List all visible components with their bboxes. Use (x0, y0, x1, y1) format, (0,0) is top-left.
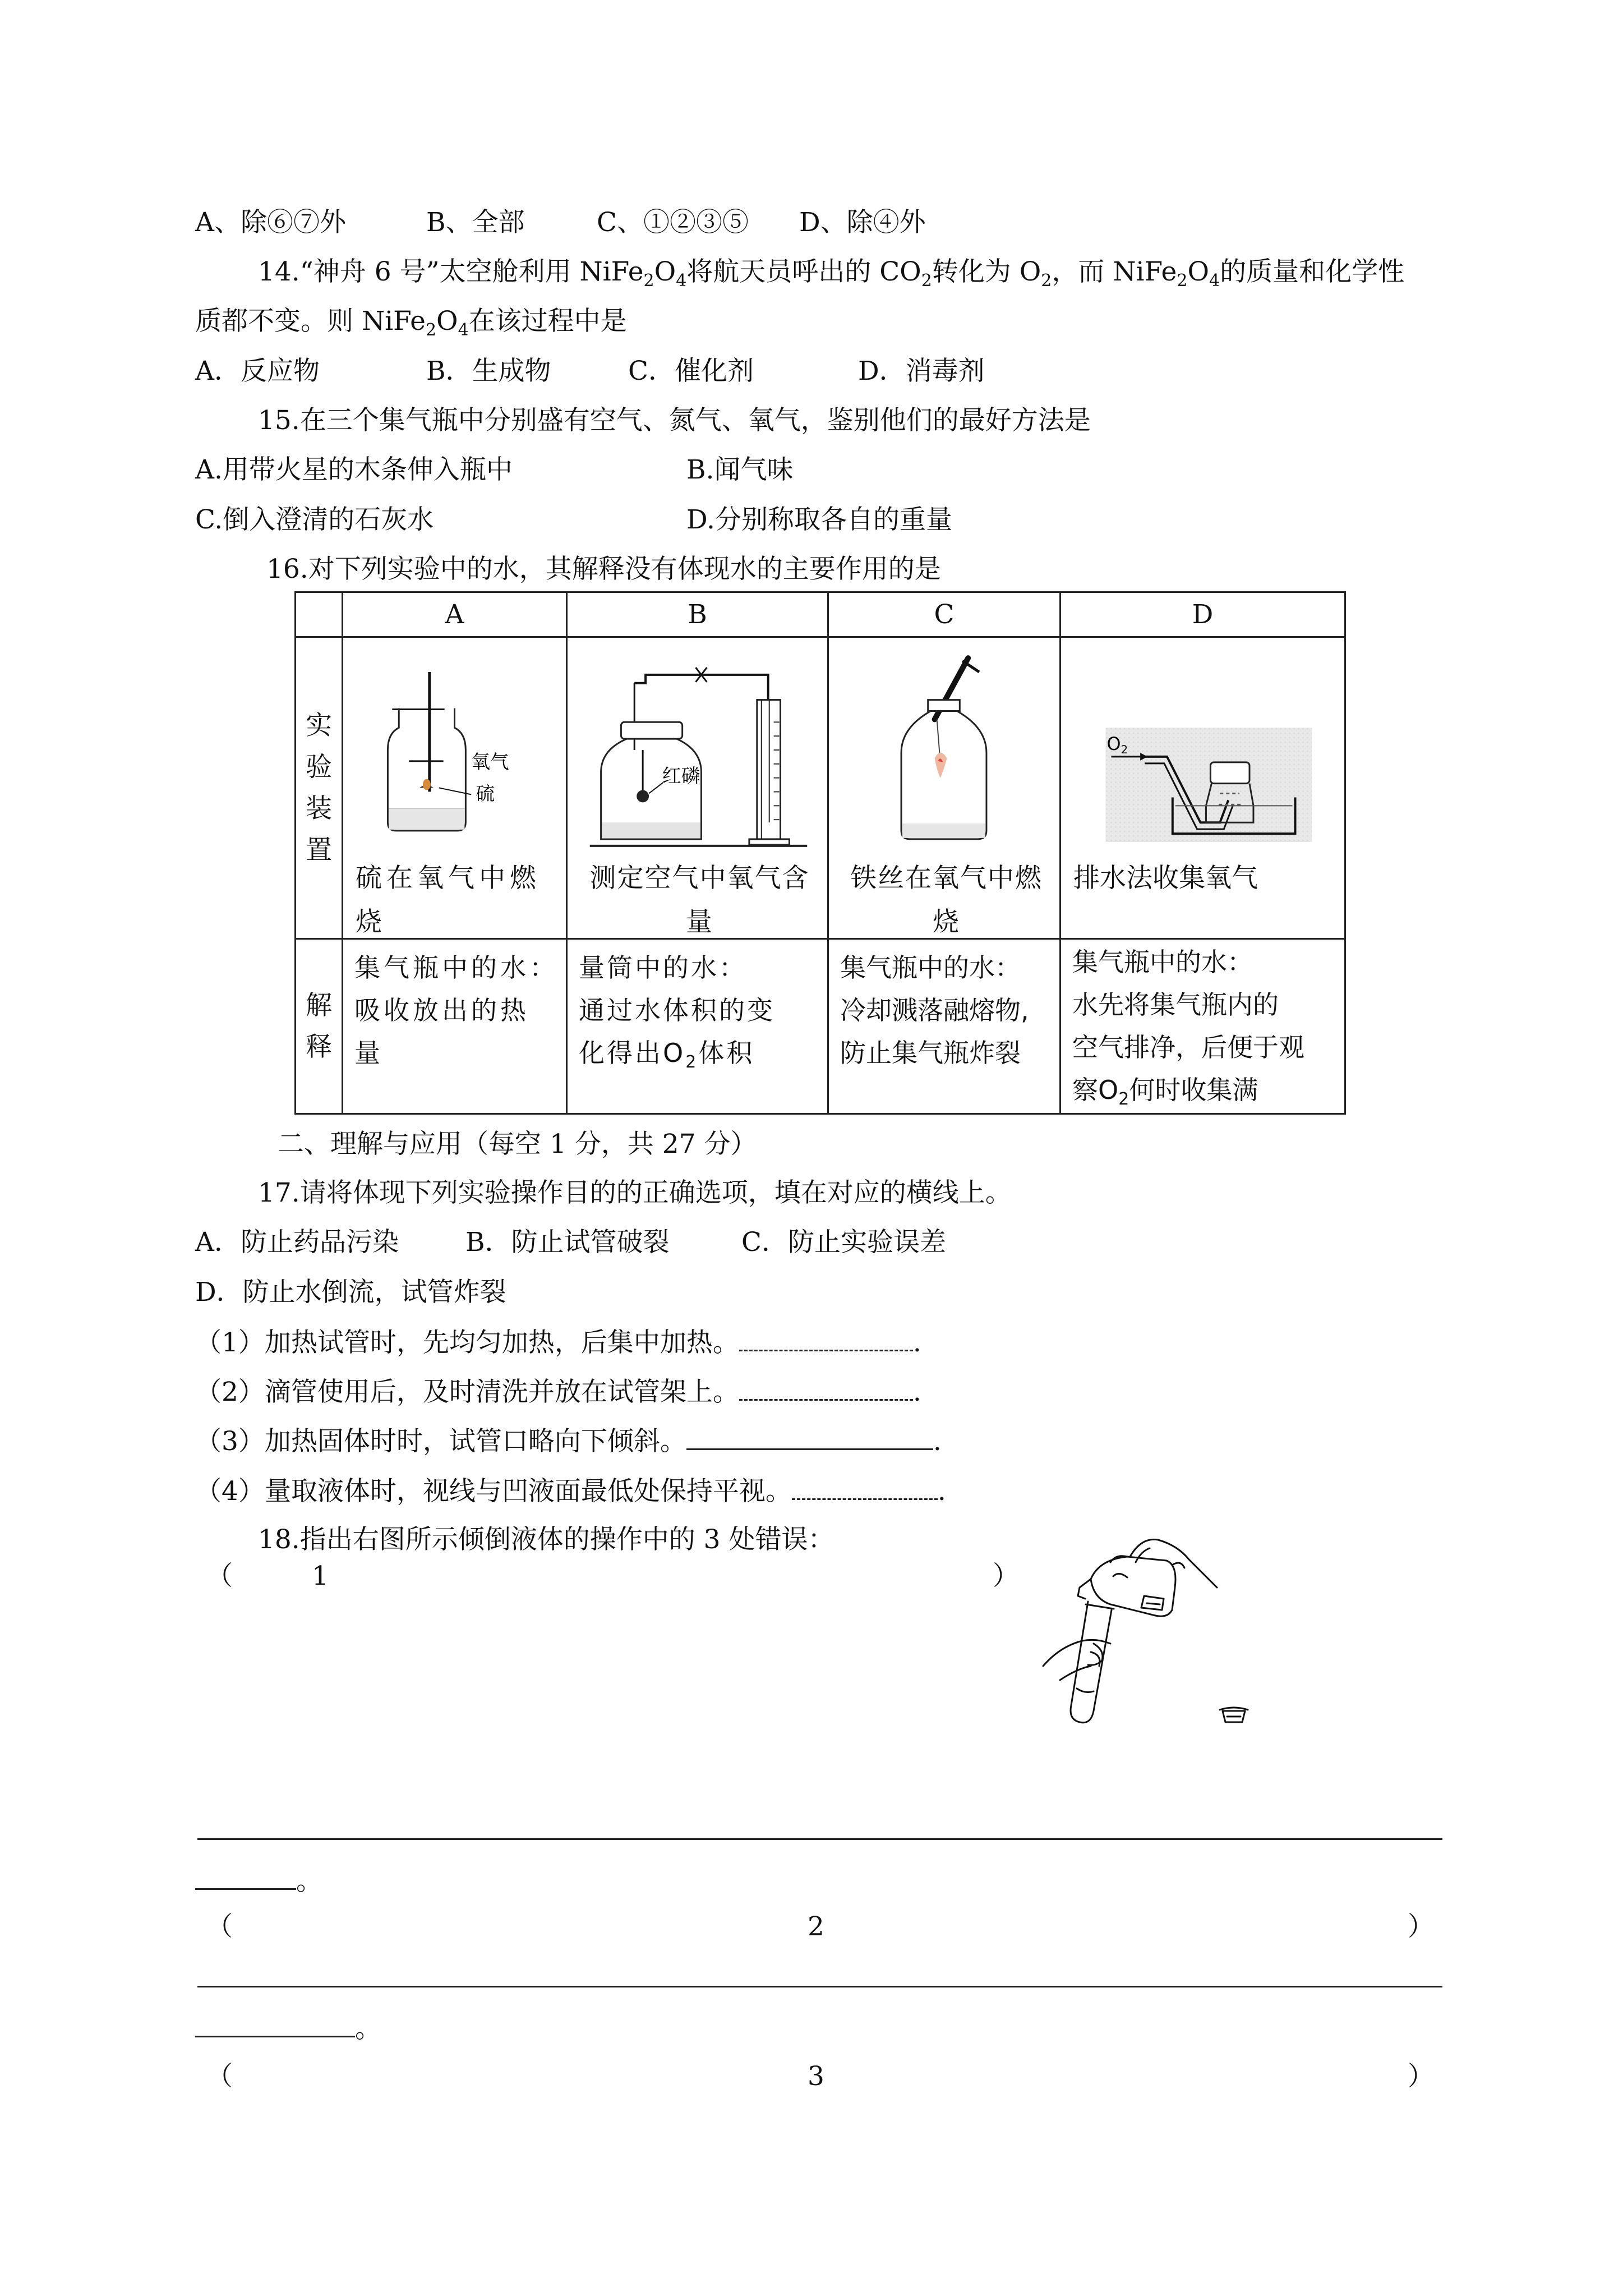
oxygen-label: 氧气 (471, 751, 509, 773)
q16-caption-b: 测定空气中氧气含量 (589, 863, 810, 937)
q16-caption-d: 排水法收集氧气 (1073, 863, 1258, 894)
q15-option-a: A.用带火星的木条伸入瓶中 (195, 454, 513, 485)
q17-blank-4[interactable] (792, 1474, 938, 1500)
q16-stem: 16.对下列实验中的水，其解释没有体现水的主要作用的是 (266, 554, 941, 585)
q18-blank-1-open: （ (206, 1561, 233, 1591)
q15-option-c: C.倒入澄清的石灰水 (195, 504, 434, 535)
q15-option-d: D.分别称取各自的重量 (686, 504, 952, 535)
q18-blank-1-number: 1 (312, 1561, 329, 1591)
q16-explain-a: 集气瓶中的水： 吸收放出的热 量 (343, 939, 567, 1114)
sulfur-combustion-apparatus (343, 638, 566, 857)
sulfur-label: 硫 (476, 783, 495, 805)
q18-blank-2-open: （ (206, 1911, 233, 1942)
q16-caption-a: 硫在氧气中燃烧 (356, 863, 541, 937)
q13-option-b: B、全部 (426, 207, 525, 238)
q18-blank-1-tail[interactable] (195, 1864, 296, 1890)
q14-stem-line1: 14.“神舟 6 号”太空舱利用 $NiFe_2O_4$将航天员呼出的 $CO_2$转化为 $O_2$，而 $NiFe_2O_4$的质量和化学性 (258, 256, 1405, 291)
q16-header-blank (296, 592, 343, 637)
red-phosphorus-label: 红磷 (662, 765, 700, 787)
q14-stem-line2: 质都不变。则 $NiFe_2O_4$在该过程中是 (195, 306, 627, 340)
q16-explain-c: 集气瓶中的水： 冷却溅落融熔物, 防止集气瓶炸裂 (828, 939, 1061, 1114)
q17-blank-3[interactable] (686, 1424, 933, 1450)
q17-item-4: （4）量取液体时，视线与凹液面最低处保持平视。 . (195, 1474, 946, 1508)
q14-option-a: A．反应物 (195, 356, 320, 386)
iron-wire-combustion-apparatus (829, 638, 1059, 857)
q17-item-2: （2）滴管使用后，及时清洗并放在试管架上。 . (195, 1374, 921, 1409)
q16-header-d: D (1061, 592, 1345, 637)
oxygen-content-apparatus (568, 638, 827, 857)
q16-explain-d: 集气瓶中的水： 水先将集气瓶内的 空气排净，后便于观 察$O_2$何时收集满 (1061, 939, 1345, 1114)
q16-header-b: B (567, 592, 828, 637)
q18-blank-1-close: ） (993, 1561, 1019, 1591)
q18-blank-1-end: 。 (195, 1864, 322, 1898)
q17-blank-2[interactable] (739, 1374, 913, 1401)
q16-cell-d-apparatus (1061, 637, 1345, 939)
q16-header-a: A (343, 592, 567, 637)
q18-answer-line-1[interactable] (197, 1838, 1442, 1840)
q16-caption-c: 铁丝在氧气中燃烧 (850, 863, 1043, 937)
q18-blank-3-close: ） (1408, 2061, 1434, 2092)
section2-title: 二、理解与应用（每空 1 分，共 27 分） (278, 1129, 757, 1159)
q17-option-c: C．防止实验误差 (741, 1227, 946, 1258)
q16-row-label-apparatus: 实 验 装 置 (296, 637, 343, 939)
q17-item-3: （3）加热固体时时，试管口略向下倾斜。 . (195, 1424, 942, 1458)
q17-item-1: （1）加热试管时，先均匀加热，后集中加热。 . (195, 1325, 921, 1360)
q15-stem: 15.在三个集气瓶中分别盛有空气、氮气、氧气，鉴别他们的最好方法是 (258, 405, 1091, 436)
water-displacement-apparatus (1061, 638, 1344, 857)
q18-answer-line-2[interactable] (197, 1986, 1442, 1987)
q17-option-b: B．防止试管破裂 (465, 1227, 670, 1258)
q14-option-b: B．生成物 (426, 356, 551, 386)
q13-option-a: A、除⑥⑦外 (195, 207, 346, 238)
q18-stem: 18.指出右图所示倾倒液体的操作中的 3 处错误： (258, 1524, 834, 1555)
q16-explain-b: 量筒中的水： 通过水体积的变 化得出$O_2$体积 (567, 939, 828, 1114)
q18-blank-2-tail[interactable] (195, 2011, 355, 2037)
q17-option-a: A．防止药品污染 (195, 1227, 399, 1258)
q14-option-c: C．催化剂 (628, 356, 754, 386)
q16-cell-b-apparatus (567, 637, 828, 939)
q17-stem: 17.请将体现下列实验操作目的的正确选项，填在对应的横线上。 (258, 1177, 1012, 1208)
q17-option-d: D．防止水倒流，试管炸裂 (195, 1277, 506, 1308)
q13-option-c: C、①②③⑤ (597, 207, 749, 238)
q18-blank-3-open: （ (206, 2061, 233, 2092)
q16-header-c: C (828, 592, 1061, 637)
q18-blank-2-number: 2 (808, 1911, 824, 1942)
q18-blank-3-number: 3 (808, 2061, 824, 2092)
q16-row-label-explanation: 解 释 (296, 939, 343, 1114)
q13-option-d: D、除④外 (799, 207, 926, 238)
q18-blank-2-close: ） (1408, 1911, 1434, 1942)
q15-option-b: B.闻气味 (686, 454, 794, 485)
q16-table (294, 591, 1346, 1115)
q14-option-d: D．消毒剂 (858, 356, 985, 386)
pouring-liquid-illustration (1038, 1526, 1307, 1750)
q18-blank-2-end: 。 (195, 2011, 381, 2046)
q17-blank-1[interactable] (739, 1325, 913, 1351)
o2-label: O2 (1106, 733, 1128, 756)
q16-cell-a-apparatus (343, 637, 567, 939)
q16-cell-c-apparatus (828, 637, 1061, 939)
